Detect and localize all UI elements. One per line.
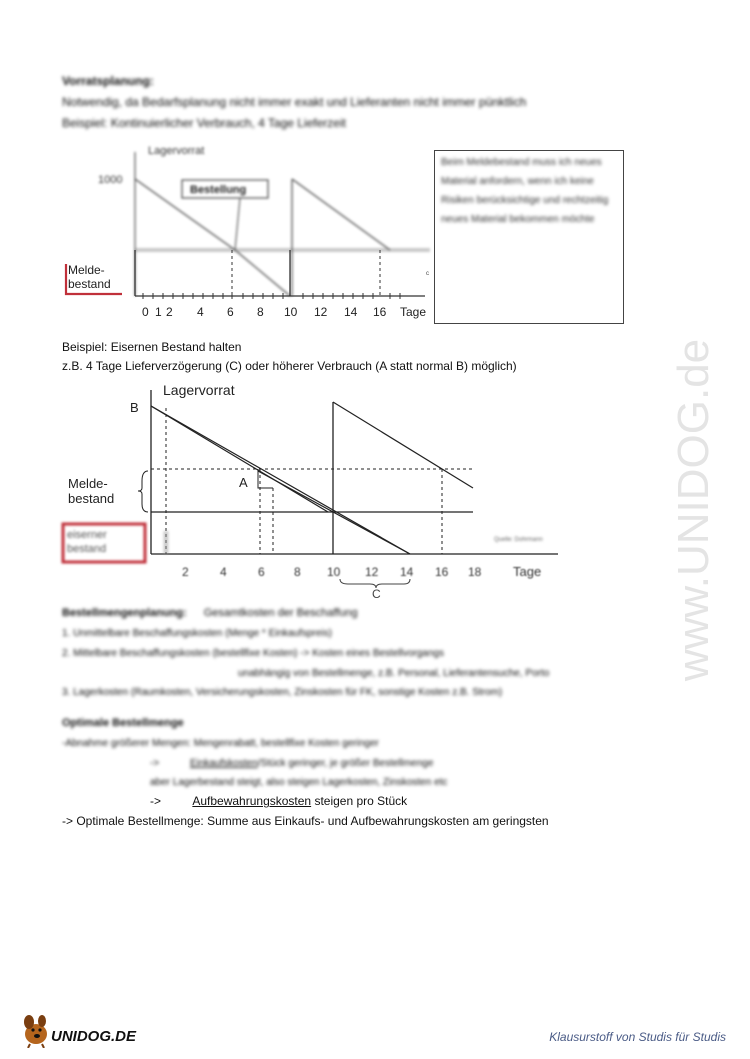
footer-tagline: Klausurstoff von Studis für Studis	[549, 1030, 726, 1044]
section3-heading-tail: Gesamtkosten der Beschaffung	[203, 607, 358, 619]
section3-item2b: unabhängig von Bestellmenge, z.B. Personal, Lieferantensuche, Porto	[238, 668, 550, 679]
section1-heading: Vorratsplanung:	[62, 74, 154, 88]
chart1-note-box	[434, 150, 624, 324]
dog-icon	[24, 1015, 47, 1048]
chart2-normal-consumption	[151, 406, 410, 554]
section1-line1: Notwendig, da Bedarfsplanung nicht immer exakt und Lieferanten nicht immer pünktlich	[62, 95, 527, 109]
chart1-xtick-8: 8	[257, 305, 264, 319]
chart1-sawtooth-1b	[235, 250, 290, 296]
section4-line4	[150, 794, 407, 809]
section4-line2-underlined: Einkaufskosten	[189, 758, 258, 769]
section4-line5: -> Optimale Bestellmenge: Summe aus Einkaufs- und Aufbewahrungskosten am geringsten	[62, 814, 549, 828]
section3-item1: 1. Unmittelbare Beschaffungskosten (Menge * Einkaufspreis)	[62, 628, 332, 639]
chart2-eiserner-line1: eiserner	[67, 529, 107, 541]
chart1-xtick-6: 6	[227, 305, 234, 319]
watermark	[668, 280, 748, 740]
chart1	[60, 138, 440, 328]
section3-heading: Bestellmengenplanung:	[62, 607, 187, 619]
chart1-xtick-10: 10	[284, 305, 298, 319]
footer-logo[interactable]	[20, 1010, 155, 1048]
chart1-xtick-1: 1	[155, 305, 162, 319]
section4-line1: -Abnahme größerer Mengen: Mengenrabatt, bestellfixe Kosten geringer	[62, 738, 379, 749]
chart2-ylabel: Lagervorrat	[163, 382, 235, 398]
section4-line4-arrow: ->	[150, 794, 162, 808]
chart2-xtick-18: 18	[468, 565, 482, 579]
section4-line3: aber Lagerbestand steigt, also steigen Lagerkosten, Zinskosten etc	[150, 777, 448, 788]
section3-heading-row	[62, 606, 358, 621]
chart1-xtick-12: 12	[314, 305, 328, 319]
chart2-xtick-14: 14	[400, 565, 414, 579]
chart2-xtick-10: 10	[327, 565, 341, 579]
section4-line2-rest: /Stück geringer, je größer Bestellmenge	[257, 758, 434, 769]
chart2-brace	[138, 471, 148, 512]
chart2-b-label: B	[130, 400, 139, 415]
chart1-xlabel: Tage	[400, 305, 427, 319]
chart1-note-text: Beim Meldebestand muss ich neues Material anfordern, wenn ich keine Risiken berücksichtige und rechtzeitig neues Material bekommen möchte	[441, 157, 609, 225]
chart1-melde-line1: Melde-	[68, 263, 105, 277]
chart1-xtick-0: 0	[142, 305, 149, 319]
chart2-xtick-12: 12	[365, 565, 379, 579]
chart1-xtick-16: 16	[373, 305, 387, 319]
chart2-xtick-8: 8	[294, 565, 301, 579]
chart2-eiserner-line2: bestand	[67, 543, 107, 555]
section4-line2	[150, 756, 433, 771]
chart1-melde-line2: bestand	[68, 277, 111, 291]
chart1-small-c: c	[426, 271, 429, 277]
chart1-xtick-14: 14	[344, 305, 358, 319]
chart2	[58, 376, 568, 598]
chart1-xtick-4: 4	[197, 305, 204, 319]
chart2-c-label: C	[372, 587, 381, 598]
section4-heading: Optimale Bestellmenge	[62, 717, 184, 729]
section3-item2: 2. Mittelbare Beschaffungskosten (bestellfixe Kosten) -> Kosten eines Bestellvorgangs	[62, 648, 444, 659]
chart2-sawtooth-2	[333, 402, 473, 488]
section2-line2: z.B. 4 Tage Lieferverzögerung (C) oder höherer Verbrauch (A statt normal B) möglich)	[62, 359, 517, 373]
section4-line4-rest: steigen pro Stück	[311, 794, 408, 808]
chart2-melde-line1: Melde-	[68, 476, 108, 491]
chart2-side-note: Quelle: Dohrmann	[494, 537, 543, 543]
chart2-xlabel: Tage	[513, 564, 542, 579]
chart1-bestellung-label: Bestellung	[190, 184, 247, 196]
chart1-ytick: 1000	[98, 174, 123, 186]
chart2-a-label: A	[239, 475, 248, 490]
chart2-line-b	[151, 406, 328, 512]
chart1-xtick-2: 2	[166, 305, 173, 319]
chart2-xtick-6: 6	[258, 565, 265, 579]
section1-line2: Beispiel: Kontinuierlicher Verbrauch, 4 Tage Lieferzeit	[62, 116, 346, 130]
section2-line1: Beispiel: Eisernen Bestand halten	[62, 340, 242, 354]
chart2-xtick-16: 16	[435, 565, 449, 579]
section4-line4-underlined: Aufbewahrungskosten	[192, 794, 312, 808]
chart2-melde-line2: bestand	[68, 491, 115, 506]
section4-line2-arrow: ->	[150, 758, 160, 769]
chart2-xtick-4: 4	[220, 565, 227, 579]
chart2-xtick-2: 2	[182, 565, 189, 579]
footer-logo-text: UNIDOG.DE	[51, 1028, 137, 1045]
chart1-ylabel: Lagervorrat	[148, 145, 205, 157]
watermark-text: www.UNIDOG.de	[669, 338, 718, 682]
section3-item3: 3. Lagerkosten (Raumkosten, Versicherungskosten, Zinskosten für FK, sonstige Kosten z.B. Strom)	[62, 687, 503, 698]
chart1-sawtooth-2	[292, 179, 390, 250]
